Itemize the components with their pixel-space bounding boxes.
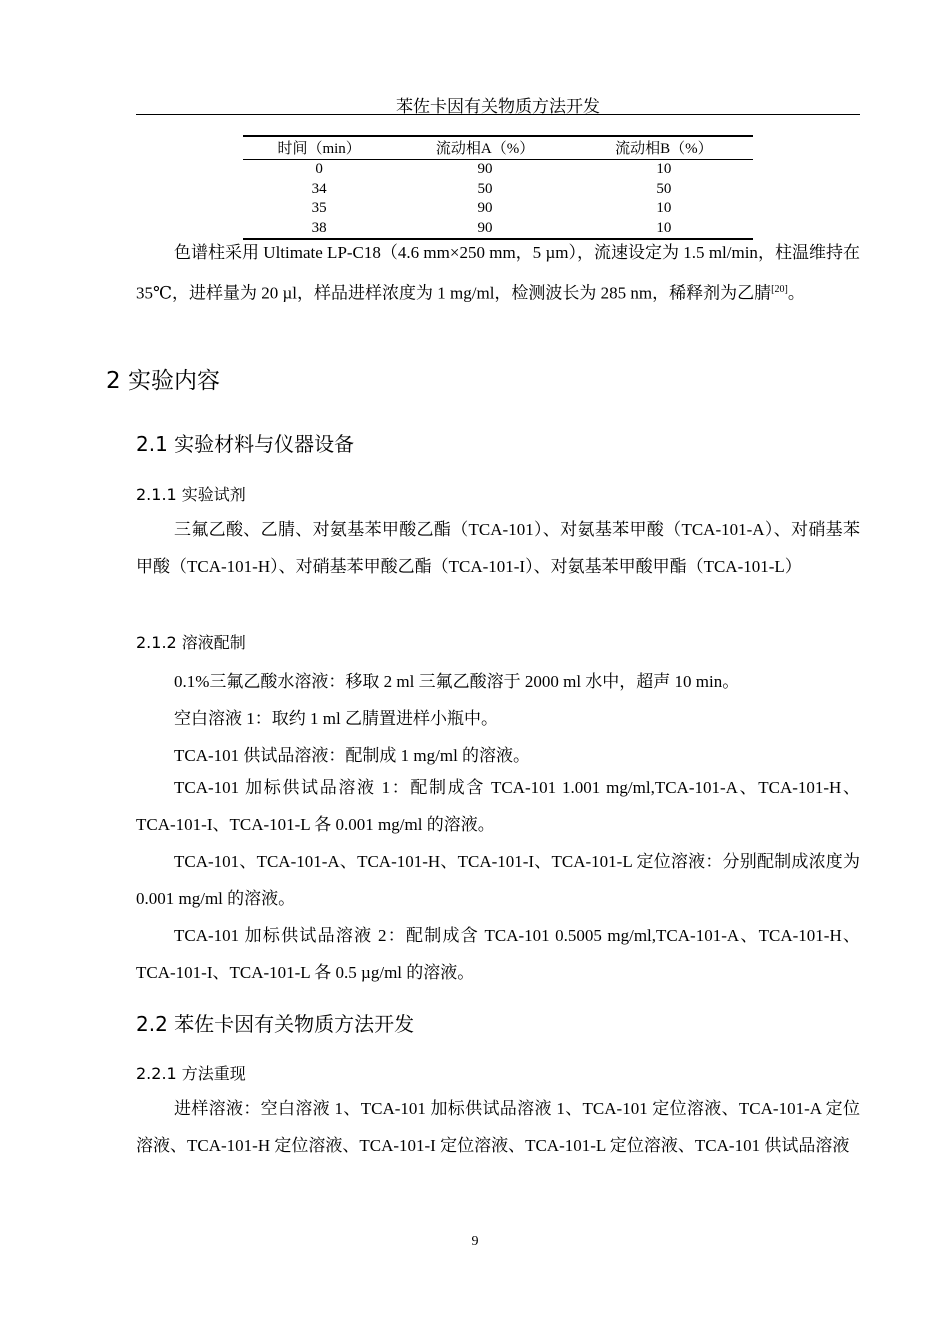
citation-ref: [20] [771, 284, 788, 295]
section-heading-2: 2 实验内容 [106, 368, 220, 394]
header-rule [136, 114, 860, 115]
table-row [243, 180, 753, 200]
section-heading-2-1-2: 2.1.2 溶液配制 [136, 633, 246, 652]
table-cell: 90 [477, 200, 493, 216]
table-cell: 90 [395, 219, 575, 240]
column-header-phase-a: 流动相A（%） [395, 136, 575, 160]
table-cell: 90 [477, 161, 493, 177]
table-cell: 34 [311, 180, 327, 197]
table-cell: 50 [656, 180, 672, 197]
running-header: 苯佐卡因有关物质方法开发 [396, 97, 600, 117]
reagents-paragraph: 三氟乙酸、乙腈、对氨基苯甲酸乙酯（TCA-101）、对氨基苯甲酸（TCA-101-A）、对硝基苯甲酸（TCA-101-H）、对硝基苯甲酸乙酯（TCA-101-I）、对氨基苯甲酸甲酯（TCA-101-L） [136, 520, 860, 576]
table-cell: 10 [656, 161, 672, 177]
test-solution-paragraph: TCA-101 供试品溶液：配制成 1 mg/ml 的溶液。 [174, 746, 531, 765]
gradient-table [243, 135, 753, 240]
table-cell: 35 [311, 200, 327, 216]
table-row [243, 199, 753, 219]
table-cell: 50 [477, 180, 493, 197]
table-cell: 38 [243, 219, 395, 240]
table-cell: 10 [575, 219, 753, 240]
section-heading-2-1: 2.1 实验材料与仪器设备 [136, 432, 355, 456]
table-header-row [243, 136, 753, 160]
section-heading-2-2: 2.2 苯佐卡因有关物质方法开发 [136, 1012, 415, 1036]
table-cell: 0 [315, 161, 323, 177]
page-number: 9 [471, 1234, 479, 1249]
section-heading-2-1-1: 2.1.1 实验试剂 [136, 485, 246, 504]
blank-solution-paragraph: 空白溶液 1：取约 1 ml 乙腈置进样小瓶中。 [174, 709, 498, 728]
section-heading-2-2-1: 2.2.1 方法重现 [136, 1064, 246, 1083]
injection-solutions-paragraph: 进样溶液：空白溶液 1、TCA-101 加标供试品溶液 1、TCA-101 定位溶液、TCA-101-A 定位溶液、TCA-101-H 定位溶液、TCA-101-I 定位溶液、TCA-101-L 定位溶液、TCA-101 供试品溶液 [136, 1099, 860, 1155]
column-header-time: 时间（min） [243, 136, 395, 160]
spiked-solution-1-paragraph: TCA-101 加标供试品溶液 1：配制成含 TCA-101 1.001 mg/ml,TCA-101-A、TCA-101-H、TCA-101-I、TCA-101-L 各 0.001 mg/ml 的溶液。 [136, 778, 860, 834]
column-header-phase-b: 流动相B（%） [575, 136, 753, 160]
table-cell: 10 [656, 200, 672, 216]
solution-tfa-paragraph: 0.1%三氟乙酸水溶液：移取 2 ml 三氟乙酸溶于 2000 ml 水中，超声 10 min。 [174, 672, 740, 691]
conditions-end: 。 [787, 283, 805, 303]
chromatography-conditions-paragraph [136, 234, 860, 312]
conditions-text: 色谱柱采用 Ultimate LP-C18（4.6 mm×250 mm，5 µm），流速设定为 1.5 ml/min，柱温维持在 35℃，进样量为 20 µl，样品进样浓度为 1 mg/ml，检测波长为 285 nm，稀释剂为乙腈 [136, 243, 860, 303]
positioning-solution-paragraph: TCA-101、TCA-101-A、TCA-101-H、TCA-101-I、TCA-101-L 定位溶液：分别配制成浓度为 0.001 mg/ml 的溶液。 [136, 852, 860, 908]
table-row [243, 160, 753, 180]
spiked-solution-2-paragraph: TCA-101 加标供试品溶液 2：配制成含 TCA-101 0.5005 mg/ml,TCA-101-A、TCA-101-H、TCA-101-I、TCA-101-L 各 0.5 µg/ml 的溶液。 [136, 926, 860, 982]
